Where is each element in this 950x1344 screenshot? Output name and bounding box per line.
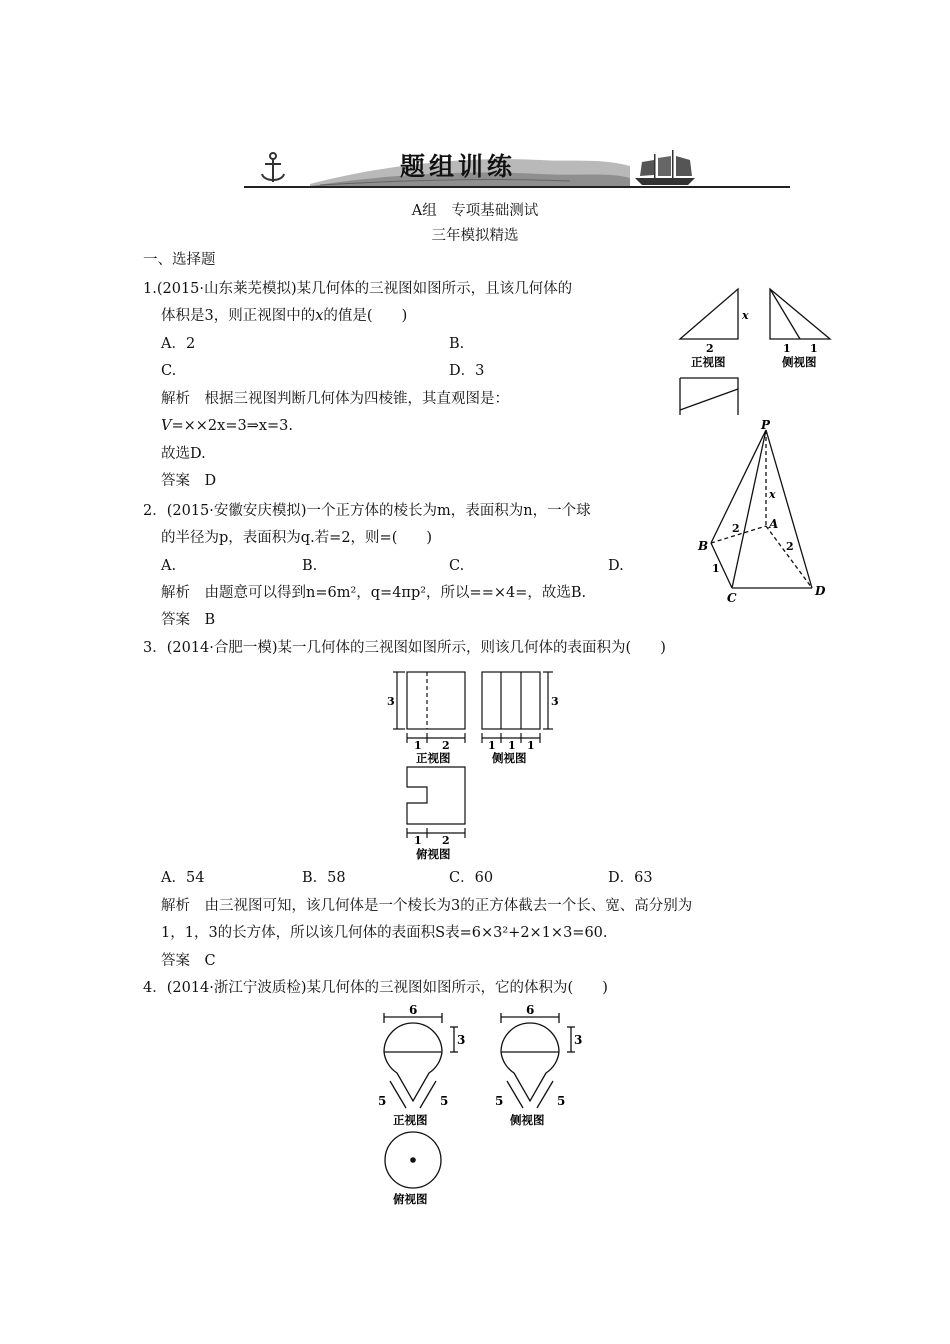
q1-side-caption: 侧视图 [782,355,817,369]
q2-option-a: A. [161,558,177,574]
q1-point-b: B [698,539,709,553]
q3-side-dim-2: 1 [508,739,516,752]
q3-top-caption: 俯视图 [416,847,451,861]
q1-front-base-label: 2 [706,342,714,355]
anchor-icon [262,153,284,182]
q3-stem: 3．(2014·合肥一模)某一几何体的三视图如图所示，则该几何体的表面积为( ) [143,640,666,656]
q1-option-c: C. [161,363,177,379]
q4-three-view-figure [360,1005,600,1210]
part-title: 一、选择题 [143,252,216,268]
q3-side-caption: 侧视图 [492,751,527,765]
q1-side-right-label: 1 [810,342,818,355]
q4-side-height: 3 [574,1033,583,1047]
q1-stem-line2: 体积是3，则正视图中的x的值是( ) [161,308,408,324]
q2-option-d: D. [608,558,624,574]
q3-top-view [407,767,465,824]
q3-three-view-figure [385,665,565,865]
q1-analysis-2: V=××2x=3⇒x=3. [161,418,294,434]
q3-top-dim-2: 2 [442,834,450,847]
q3-analysis-1: 解析 由三视图可知，该几何体是一个棱长为3的正方体截去一个长、宽、高分别为 [161,898,693,914]
q2-analysis: 解析 由题意可以得到n=6m²，q=4πp²，所以==×4=，故选B. [161,585,587,601]
q3-side-dim-1: 1 [488,739,496,752]
q1-point-c: C [727,591,737,603]
q1-x-label: x [742,309,749,322]
q3-option-b: B．58 [302,870,346,886]
q1-pyramid-figure [695,418,835,603]
q3-front-caption: 正视图 [416,751,451,765]
q2-option-c: C. [449,558,465,574]
q3-front-view [407,672,465,729]
q3-side-view [482,672,540,729]
q2-option-b: B. [302,558,318,574]
group-subtitle: 三年模拟精选 [431,228,519,244]
q4-front-slant-left: 5 [378,1094,387,1108]
q4-front-width: 6 [409,1005,418,1017]
q2-stem-line2: 的半径为p，表面积为q.若=2，则=( ) [161,530,433,546]
q4-front-caption: 正视图 [393,1113,428,1127]
q3-side-dim-3: 1 [527,739,535,752]
q4-top-caption: 俯视图 [393,1192,428,1206]
q2-stem-line1: 2．(2015·安徽安庆模拟)一个正方体的棱长为m，表面积为n，一个球 [143,503,591,519]
q1-three-view-figure [672,285,842,420]
q3-front-dim-2: 2 [442,739,450,752]
q4-top-view-center [410,1157,416,1163]
q4-side-width: 6 [526,1005,535,1017]
q3-analysis-2: 1，1，3的长方体，所以该几何体的表面积S表=6×3²+2×1×3=60. [161,925,608,941]
q3-side-height: 3 [551,695,559,708]
q1-analysis-3: 故选D. [161,446,206,462]
q1-edge-bc: 1 [712,562,720,575]
q3-option-a: A．54 [161,870,205,886]
q4-front-slant-right: 5 [440,1094,449,1108]
ship-icon [635,150,695,185]
q3-top-dim-1: 1 [414,834,422,847]
group-title: A组 专项基础测试 [411,203,539,219]
q1-option-d: D．3 [449,363,485,379]
q1-edge-ba: 2 [732,522,740,535]
q4-side-caption: 侧视图 [510,1113,545,1127]
q1-option-a: A．2 [161,336,196,352]
q4-side-slant-left: 5 [495,1094,504,1108]
q1-stem-line1: 1.(2015·山东莱芜模拟)某几何体的三视图如图所示，且该几何体的 [143,281,573,297]
q3-front-height: 3 [387,695,395,708]
q1-side-view [770,289,830,339]
q1-option-b: B. [449,336,465,352]
q1-front-view [680,289,738,339]
q3-front-dim-1: 1 [414,739,422,752]
q3-option-c: C．60 [449,870,494,886]
q1-answer: 答案 D [161,473,217,489]
q4-stem: 4．(2014·浙江宁波质检)某几何体的三视图如图所示，它的体积为( ) [143,980,608,996]
q1-height-x: x [769,488,776,501]
q4-front-height: 3 [457,1033,466,1047]
q1-edge-ad: 2 [786,540,794,553]
q1-top-view [680,378,738,415]
q1-analysis-1: 解析 根据三视图判断几何体为四棱锥，其直观图是： [161,391,509,407]
q1-point-d: D [815,584,826,598]
q3-option-d: D．63 [608,870,653,886]
q3-answer: 答案 C [161,953,216,969]
q1-side-left-label: 1 [783,342,791,355]
q4-side-slant-right: 5 [557,1094,566,1108]
banner-title: 题组训练 [400,152,517,181]
q2-answer: 答案 B [161,612,216,628]
q1-point-p: P [761,418,771,432]
q1-front-caption: 正视图 [691,355,726,369]
q1-point-a: A [769,517,779,531]
